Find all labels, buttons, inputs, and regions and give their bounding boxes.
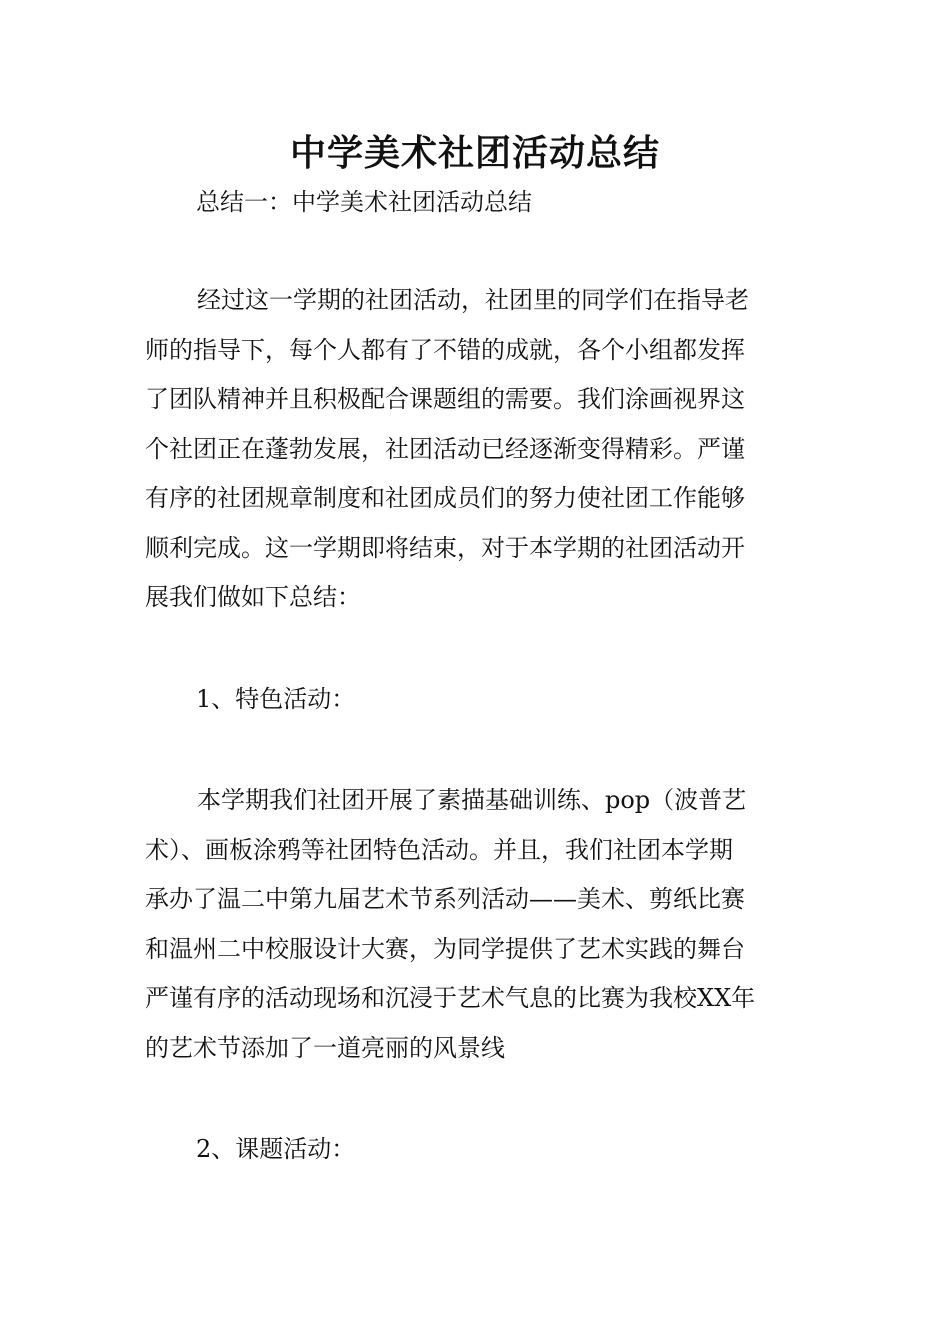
paragraph-line: 经过这一学期的社团活动，社团里的同学们在指导老: [197, 286, 749, 314]
page-title: 中学美术社团活动总结: [289, 133, 660, 174]
section-heading-project-activities: 2、课题活动：: [196, 1135, 356, 1163]
paragraph-line: 的艺术节添加了一道亮丽的风景线: [145, 1033, 505, 1062]
paragraph-line: 个社团正在蓬勃发展，社团活动已经逐渐变得精彩。严谨: [145, 434, 745, 463]
paragraph-line: 顺利完成。这一学期即将结束，对于本学期的社团活动开: [145, 533, 745, 562]
paragraph-intro: [145, 276, 805, 623]
paragraph-line: 严谨有序的活动现场和沉浸于艺术气息的比赛为我校XX年: [145, 984, 756, 1012]
paragraph-line: 有序的社团规章制度和社团成员们的努力使社团工作能够: [145, 484, 745, 512]
paragraph-line: 本学期我们社团开展了素描基础训练、pop（波普艺: [197, 786, 747, 814]
paragraph-line: 承办了温二中第九届艺术节系列活动——美术、剪纸比赛: [145, 885, 745, 913]
paragraph-line: 了团队精神并且积极配合课题组的需要。我们涂画视界这: [145, 385, 745, 413]
paragraph-line: 展我们做如下总结：: [145, 583, 361, 611]
paragraph-line: 师的指导下，每个人都有了不错的成就，各个小组都发挥: [145, 335, 745, 364]
section-heading-featured-activities: 1、特色活动：: [196, 685, 356, 713]
paragraph-featured-activities: [145, 776, 805, 1073]
paragraph-line: 术）、画板涂鸦等社团特色活动。并且，我们社团本学期: [145, 835, 733, 864]
document-subtitle: 总结一：中学美术社团活动总结: [196, 188, 532, 216]
paragraph-line: 和温州二中校服设计大赛，为同学提供了艺术实践的舞台: [145, 934, 745, 963]
